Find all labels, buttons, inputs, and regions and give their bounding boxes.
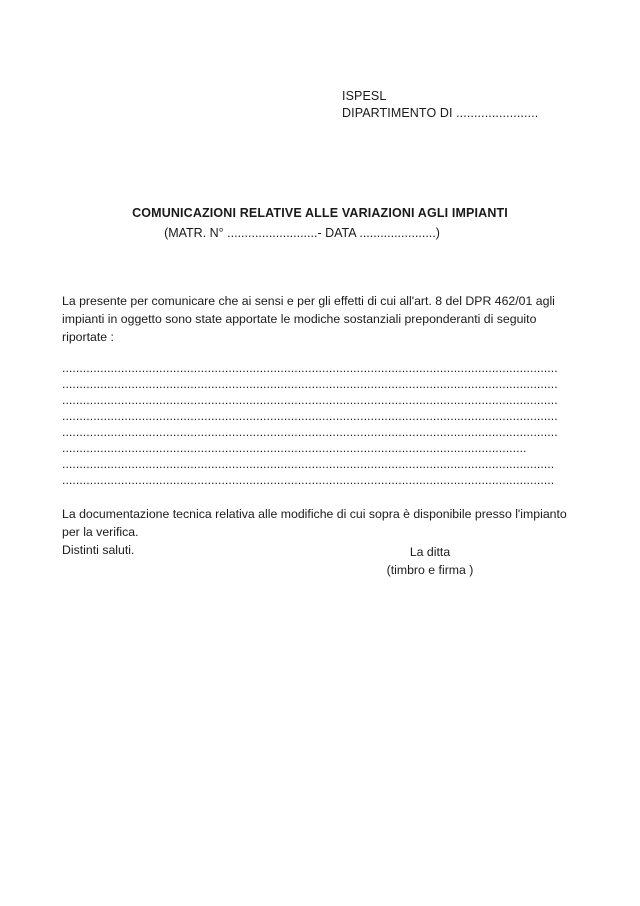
letterhead-department: DIPARTIMENTO DI .......................: [342, 106, 539, 120]
letterhead-organization: ISPESL: [342, 89, 387, 103]
title-block: [0, 205, 640, 241]
letterhead: [342, 88, 538, 122]
closing-statement: La documentazione tecnica relativa alle modifiche di cui sopra è disponibile presso l'impianto per la verifica.: [62, 507, 567, 539]
fill-in-line[interactable]: ...............................................................................................................................................: [62, 425, 558, 439]
fill-in-line[interactable]: ...............................................................................................................................................: [62, 361, 558, 375]
fill-in-line[interactable]: ...............................................................................................................................................: [62, 393, 558, 407]
document-subtitle: (MATR. N° ..........................- DATA ......................): [164, 226, 440, 240]
fill-in-line[interactable]: ..............................................................................................................................................: [62, 473, 555, 487]
intro-paragraph: La presente per comunicare che ai sensi e per gli effetti di cui all'art. 8 del DPR 462/01 agli impianti in oggetto sono state apportate le modiche sostanziali preponderanti di seguito riportate :: [62, 294, 555, 344]
fill-in-line[interactable]: ...............................................................................................................................................: [62, 409, 558, 423]
fill-in-lines: [62, 360, 577, 488]
fill-in-line[interactable]: ..............................................................................................................................................: [62, 457, 555, 471]
signature-block: [345, 543, 515, 579]
fill-in-line[interactable]: ......................................................................................................................................: [62, 441, 527, 455]
closing-salutation: Distinti saluti.: [62, 543, 135, 557]
fill-in-line[interactable]: ...............................................................................................................................................: [62, 377, 558, 391]
signature-stamp-note: (timbro e firma ): [386, 563, 474, 577]
document-title: COMUNICAZIONI RELATIVE ALLE VARIAZIONI AGLI IMPIANTI: [132, 206, 508, 220]
signature-company-label: La ditta: [409, 545, 451, 559]
